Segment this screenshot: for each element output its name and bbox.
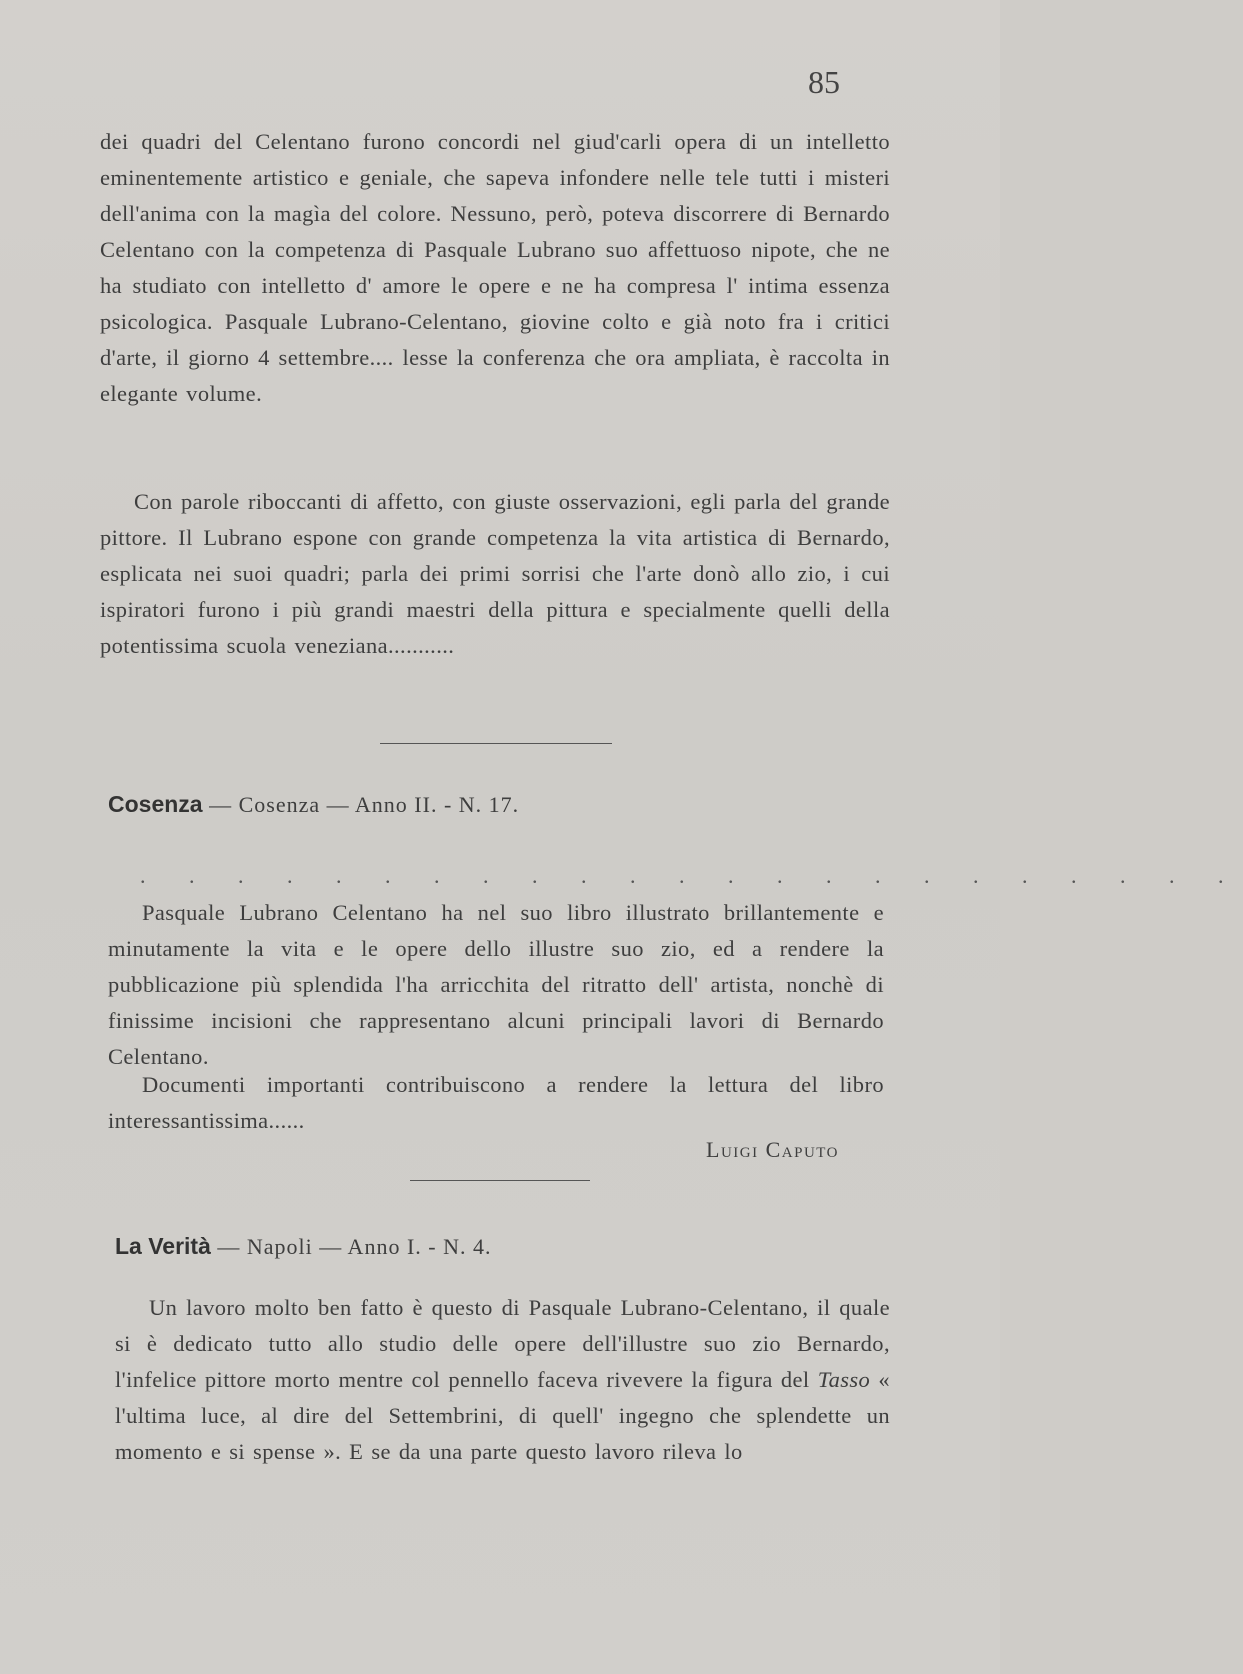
section-divider-1	[380, 743, 612, 744]
signature: Luigi Caputo	[706, 1137, 839, 1162]
la-verita-paragraph-1-title: Tasso	[817, 1367, 871, 1392]
la-verita-paragraph-1	[115, 1290, 890, 1470]
ellipsis-line: . . . . . . . . . . . . . . . . . . . . . . .	[140, 863, 1243, 888]
journal-details-la-verita: — Napoli — Anno I. - N. 4.	[210, 1234, 492, 1259]
cosenza-paragraph-2	[108, 1067, 884, 1139]
journal-name-cosenza: Cosenza	[108, 791, 203, 817]
intro-paragraph-2	[100, 484, 890, 664]
intro-paragraph-2-text: Con parole riboccanti di affetto, con giuste osservazioni, egli parla del grande pittore. Il Lubrano espone con grande competenza la vita artistica di Bernardo, esplicata nei suoi quadri; parla dei primi sorrisi che l'arte donò allo zio, i cui ispiratori furono i più grandi maestri della pittura e specialmente quelli della potentissima scuola veneziana...........	[100, 489, 890, 658]
journal-name-la-verita: La Verità	[115, 1233, 211, 1259]
la-verita-paragraph-1-text-a: Un lavoro molto ben fatto è questo di Pasquale Lubrano-Celentano, il quale si è dedicato tutto allo studio delle opere dell'illustre suo zio Bernardo, l'infelice pittore morto mentre col pennello faceva rivevere la figura del	[115, 1295, 890, 1392]
review-heading-cosenza	[108, 791, 519, 818]
review-heading-la-verita	[115, 1233, 491, 1260]
la-verita-paragraph-1-text-b: « l'ultima luce, al dire del Settembrini, di quell' ingegno che splendette un momento e si spense ». E se da una parte questo lavoro rileva lo	[115, 1367, 890, 1464]
intro-paragraph-1	[100, 124, 890, 412]
journal-details-cosenza: — Cosenza — Anno II. - N. 17.	[202, 792, 520, 817]
intro-paragraph-1-text: dei quadri del Celentano furono concordi nel giud'carli opera di un intelletto eminentemente artistico e geniale, che sapeva infondere nelle tele tutti i misteri dell'anima con la magìa del colore. Nessuno, però, poteva discorrere di Bernardo Celentano con la competenza di Pasquale Lubrano suo affettuoso nipote, che ne ha studiato con intelletto d' amore le opere e ne ha compresa l' intima essenza psicologica. Pasquale Lubrano-Celentano, giovine colto e già noto fra i critici d'arte, il giorno 4 settembre.... lesse la conferenza che ora ampliata, è raccolta in elegante volume.	[100, 129, 890, 406]
cosenza-paragraph-2-text: Documenti importanti contribuiscono a rendere la lettura del libro interessantissima......	[108, 1072, 884, 1133]
cosenza-paragraph-1-text: Pasquale Lubrano Celentano ha nel suo libro illustrato brillantemente e minutamente la vita e le opere dello illustre suo zio, ed a rendere la pubblicazione più splendida l'ha arricchita del ritratto dell' artista, nonchè di finissime incisioni che rappresentano alcuni principali lavori di Bernardo Celentano.	[108, 900, 884, 1069]
section-divider-2	[410, 1180, 590, 1181]
page-number: 85	[808, 64, 840, 100]
cosenza-paragraph-1	[108, 895, 884, 1075]
